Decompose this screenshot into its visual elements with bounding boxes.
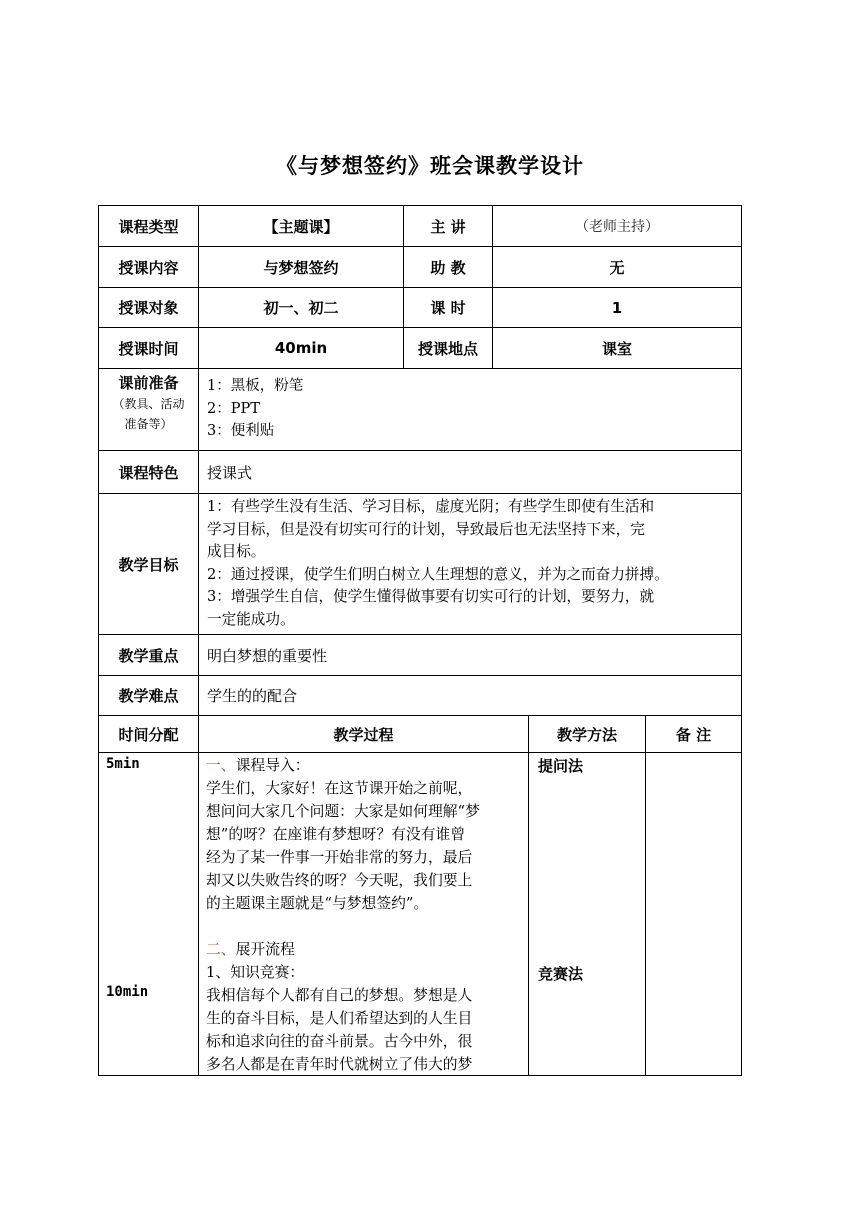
label-goals: 教学目标 (118, 555, 179, 574)
process-line: 想问问大家几个问题：大家是如何理解“梦 (206, 803, 480, 820)
section-2-title: 展开流程 (235, 941, 295, 958)
prep-item: 3：便利贴 (207, 423, 275, 439)
label-lecturer: 主 讲 (430, 217, 466, 236)
header-time: 时间分配 (118, 725, 179, 744)
header-note: 备 注 (675, 725, 712, 744)
section-1-heading (206, 754, 524, 777)
goals-text (199, 496, 741, 631)
section-1-title: 课程导入： (235, 757, 310, 774)
section-1-number: 一、 (206, 757, 236, 774)
label-difficulty: 教学难点 (118, 687, 179, 705)
value-key-point: 明白梦想的重要性 (207, 646, 328, 665)
label-content: 授课内容 (118, 258, 179, 277)
method-1: 提问法 (538, 757, 584, 775)
process-line: 生的奋斗目标，是人们希望达到的人生目 (206, 1010, 473, 1027)
value-lecturer: （老师主持） (575, 219, 659, 235)
goals-line: 3：增强学生自信，使学生懂得做事要有切实可行的计划，要努力，就 (207, 588, 655, 605)
process-line: 学生们，大家好！在这节课开始之前呢， (206, 780, 473, 797)
process-line: 的主题课主题就是“与梦想签约”。 (206, 895, 429, 912)
label-location: 授课地点 (417, 339, 478, 358)
value-location: 课室 (601, 339, 632, 358)
value-assistant: 无 (609, 258, 625, 277)
label-course-type: 课程类型 (118, 217, 179, 236)
value-content: 与梦想签约 (263, 258, 339, 277)
section-2-number: 二、 (206, 941, 236, 958)
section-2-heading (206, 938, 524, 961)
process-line: 想”的呀？在座谁有梦想呀？有没有谁曾 (206, 826, 466, 843)
label-periods: 课 时 (430, 299, 466, 317)
header-process: 教学过程 (333, 725, 394, 744)
process-line: 我相信每个人都有自己的梦想。梦想是人 (206, 987, 473, 1004)
value-periods: 1 (611, 298, 623, 317)
goals-line: 成目标。 (207, 543, 266, 560)
label-time: 授课时间 (118, 339, 179, 358)
goals-line: 一定能成功。 (207, 610, 295, 628)
label-key-point: 教学重点 (118, 646, 179, 665)
section-2-subheading: 1、知识竞赛： (206, 964, 305, 981)
process-line: 标和追求向往的奋斗前景。古今中外，很 (206, 1033, 473, 1050)
value-course-type: 【主题课】 (263, 217, 339, 236)
method-2: 竞赛法 (538, 965, 584, 983)
label-audience: 授课对象 (118, 299, 179, 317)
spacer (206, 915, 524, 938)
prep-list (199, 375, 739, 443)
prep-item: 2：PPT (207, 400, 260, 417)
process-line: 经为了某一件事一开始非常的努力，最后 (206, 849, 473, 866)
goals-line: 1：有些学生没有生活、学习目标，虚度光阴；有些学生即使有生活和 (207, 498, 655, 515)
label-assistant: 助 教 (430, 258, 466, 277)
label-prep-cell (99, 372, 198, 450)
time-slot-1: 5min (106, 756, 140, 772)
label-prep-sub2: 准备等） (124, 417, 173, 431)
prep-item: 1：黑板，粉笔 (207, 378, 304, 394)
value-difficulty: 学生的的配合 (207, 687, 298, 705)
label-feature: 课程特色 (118, 463, 179, 482)
value-audience: 初一、初二 (263, 299, 339, 317)
process-line: 多名人都是在青年时代就树立了伟大的梦 (206, 1056, 473, 1073)
page-title: 《与梦想签约》班会课教学设计 (276, 154, 584, 178)
value-time: 40min (274, 339, 328, 357)
value-feature: 授课式 (207, 463, 253, 482)
process-line: 却又以失败告终的呀？今天呢，我们要上 (206, 872, 473, 889)
process-text (199, 754, 528, 1076)
goals-line: 2：通过授课，使学生们明白树立人生理想的意义，并为之而奋力拼搏。 (207, 565, 669, 583)
label-prep: 课前准备 (118, 374, 179, 392)
goals-line: 学习目标，但是没有切实可行的计划，导致最后也无法坚持下来，完 (207, 520, 645, 538)
time-slot-2: 10min (106, 984, 149, 1000)
label-prep-sub1: （教具、活动 (112, 397, 185, 411)
header-method: 教学方法 (556, 725, 617, 744)
